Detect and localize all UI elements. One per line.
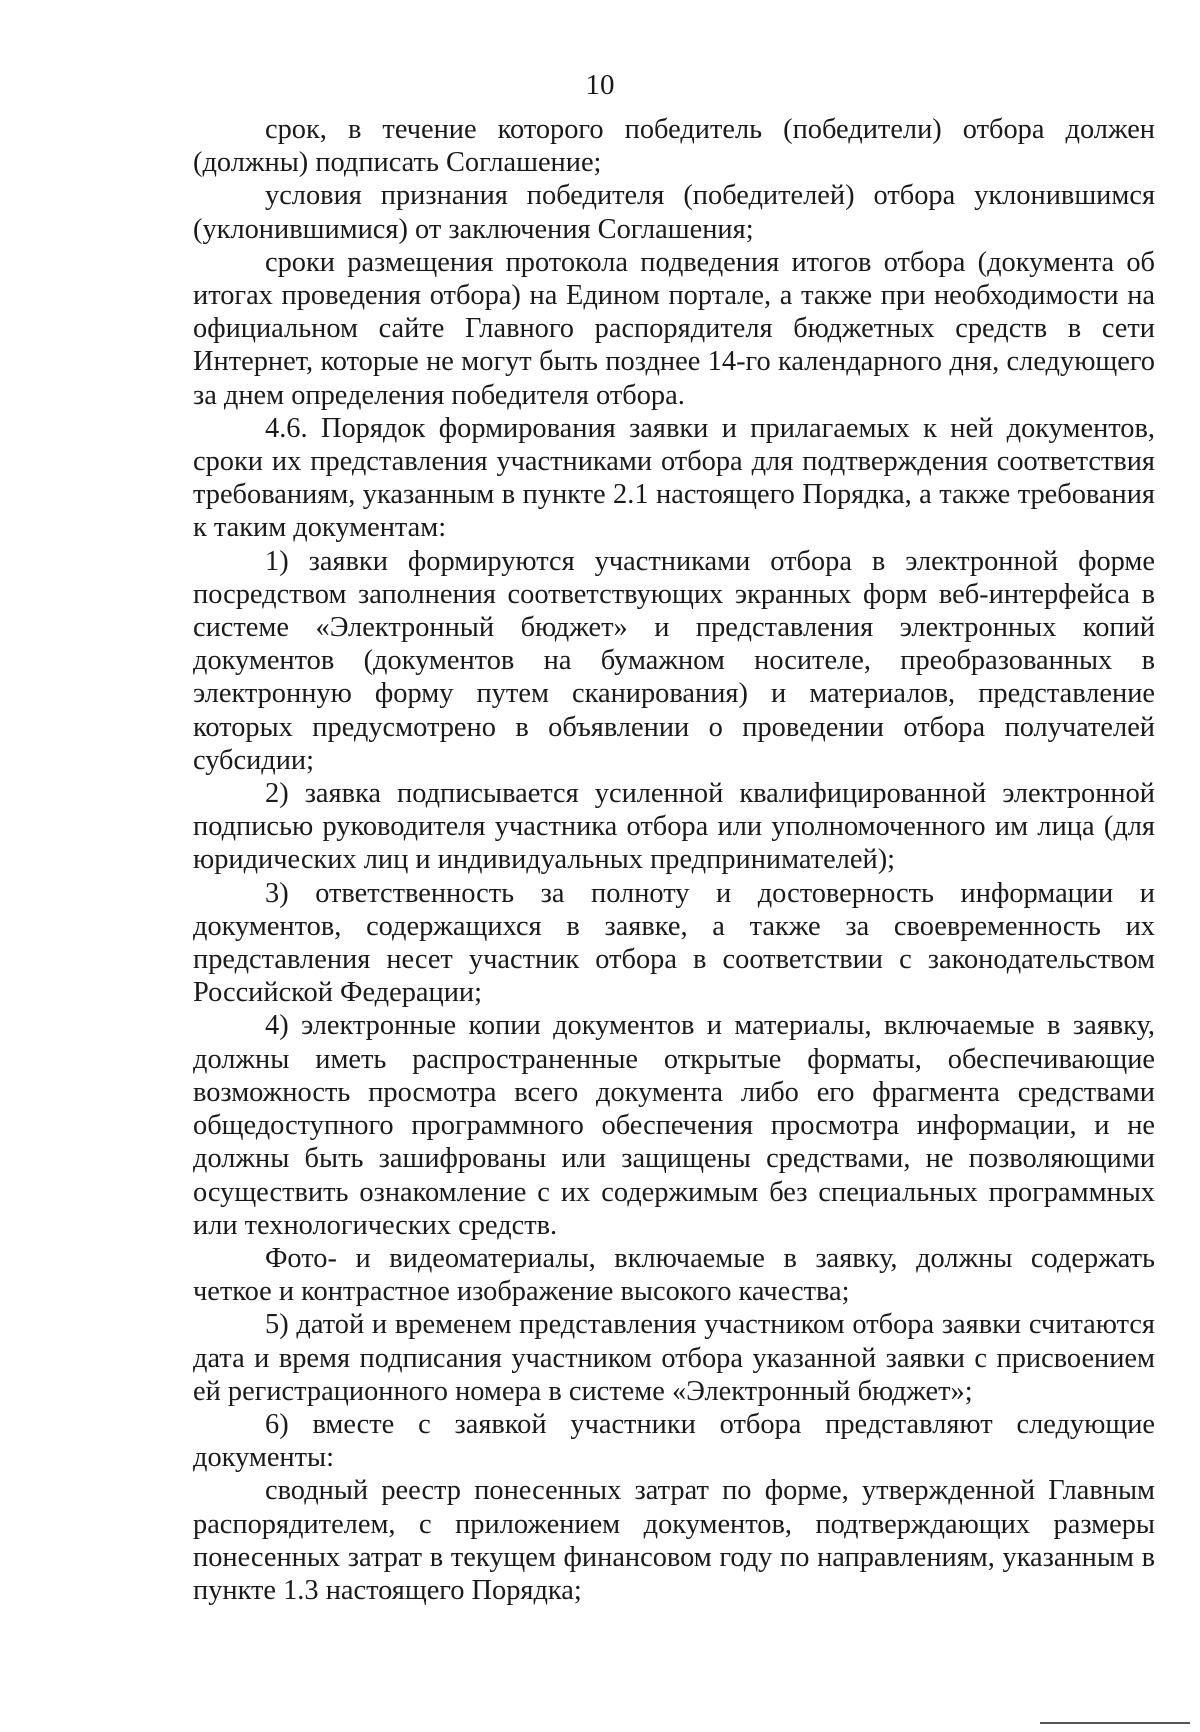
paragraph-4-6-application-procedure: 4.6. Порядок формирования заявки и прилагаемых к ней документов, сроки их представления участниками отбора для подтверждения соответствия требованиям, указанным в пункте 2.1 настоящего Порядка, а также требования к таким документам: (193, 412, 1155, 544)
paragraph-item-6-documents: 6) вместе с заявкой участники отбора представляют следующие документы: (193, 1408, 1155, 1474)
document-body (193, 113, 1155, 1607)
scan-edge-line (1040, 1722, 1190, 1724)
paragraph-item-3-responsibility: 3) ответственность за полноту и достоверность информации и документов, содержащихся в заявке, а также за своевременность их представления несет участник отбора в соответствии с законодательством Российской Федерации; (193, 877, 1155, 1009)
paragraph-item-5-submission-date: 5) датой и временем представления участником отбора заявки считаются дата и время подписания участником отбора указанной заявки с присвоением ей регистрационного номера в системе «Электронный бюджет»; (193, 1309, 1155, 1407)
paragraph-item-1-electronic-form: 1) заявки формируются участниками отбора в электронной форме посредством заполнения соответствующих экранных форм веб-интерфейса в системе «Электронный бюджет» и представления электронных копий документов (документов на бумажном носителе, преобразованных в электронную форму путем сканирования) и материалов, представление которых предусмотрено в объявлении о проведении отбора получателей субсидии; (193, 545, 1155, 776)
paragraph-signing-deadline: срок, в течение которого победитель (победители) отбора должен (должны) подписать Соглашение; (193, 114, 1155, 179)
paragraph-item-2-signature: 2) заявка подписывается усиленной квалифицированной электронной подписью руководителя участника отбора или уполномоченного им лица (для юридических лиц и индивидуальных предпринимателей); (193, 778, 1155, 876)
paragraph-costs-registry: сводный реестр понесенных затрат по форме, утвержденной Главным распорядителем, с приложением документов, подтверждающих размеры понесенных затрат в текущем финансовом году по направлениям, указанным в пункте 1.3 настоящего Порядка; (193, 1475, 1155, 1606)
paragraph-protocol-deadlines: сроки размещения протокола подведения итогов отбора (документа об итогах проведения отбора) на Едином портале, а также при необходимости на официальном сайте Главного распорядителя бюджетных средств в сети Интернет, которые не могут быть позднее 14-го календарного дня, следующего за днем определения победителя отбора. (193, 246, 1155, 411)
paragraph-item-4-electronic-copies: 4) электронные копии документов и материалы, включаемые в заявку, должны иметь распространенные открытые форматы, обеспечивающие возможность просмотра всего документа либо его фрагмента средствами общедоступного программного обеспечения просмотра информации, и не должны быть зашифрованы или защищены средствами, не позволяющими осуществить ознакомление с их содержимым без специальных программных или технологических средств. (193, 1010, 1155, 1241)
paragraph-evasion-conditions: условия признания победителя (победителей) отбора уклонившимся (уклонившимися) от заключения Соглашения; (193, 180, 1155, 245)
paragraph-photo-video: Фото- и видеоматериалы, включаемые в заявку, должны содержать четкое и контрастное изображение высокого качества; (193, 1242, 1155, 1308)
page-number: 10 (585, 69, 615, 101)
